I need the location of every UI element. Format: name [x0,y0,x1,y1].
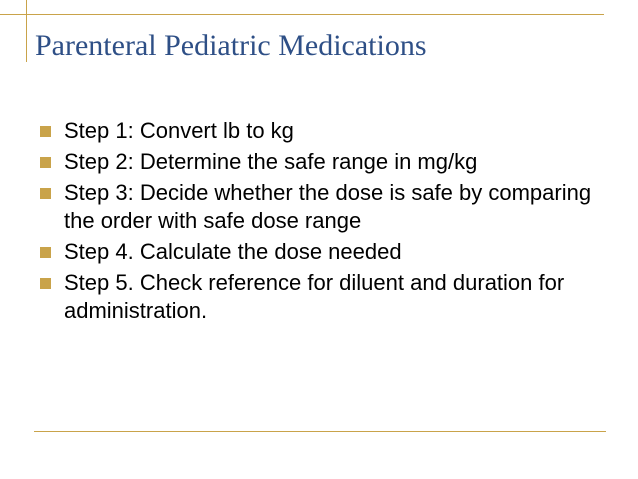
bullet-item [38,269,608,325]
top-rule [0,14,604,15]
bottom-rule [34,431,606,432]
bullet-text: Step 1: Convert lb to kg [64,118,294,143]
left-rule [26,0,27,62]
square-bullet-icon [40,188,51,199]
slide-title: Parenteral Pediatric Medications [35,29,427,62]
bullet-item [38,117,608,145]
bullet-text: Step 3: Decide whether the dose is safe by comparing the order with safe dose range [64,180,592,233]
bullet-text: Step 4. Calculate the dose needed [64,239,402,264]
bullet-list [38,117,608,328]
bullet-item [38,148,608,176]
square-bullet-icon [40,247,51,258]
bullet-text: Step 2: Determine the safe range in mg/kg [64,149,478,174]
square-bullet-icon [40,157,51,168]
bullet-item [38,179,608,235]
square-bullet-icon [40,126,51,137]
square-bullet-icon [40,278,51,289]
bullet-text: Step 5. Check reference for diluent and duration for administration. [64,270,565,323]
bullet-item [38,238,608,266]
